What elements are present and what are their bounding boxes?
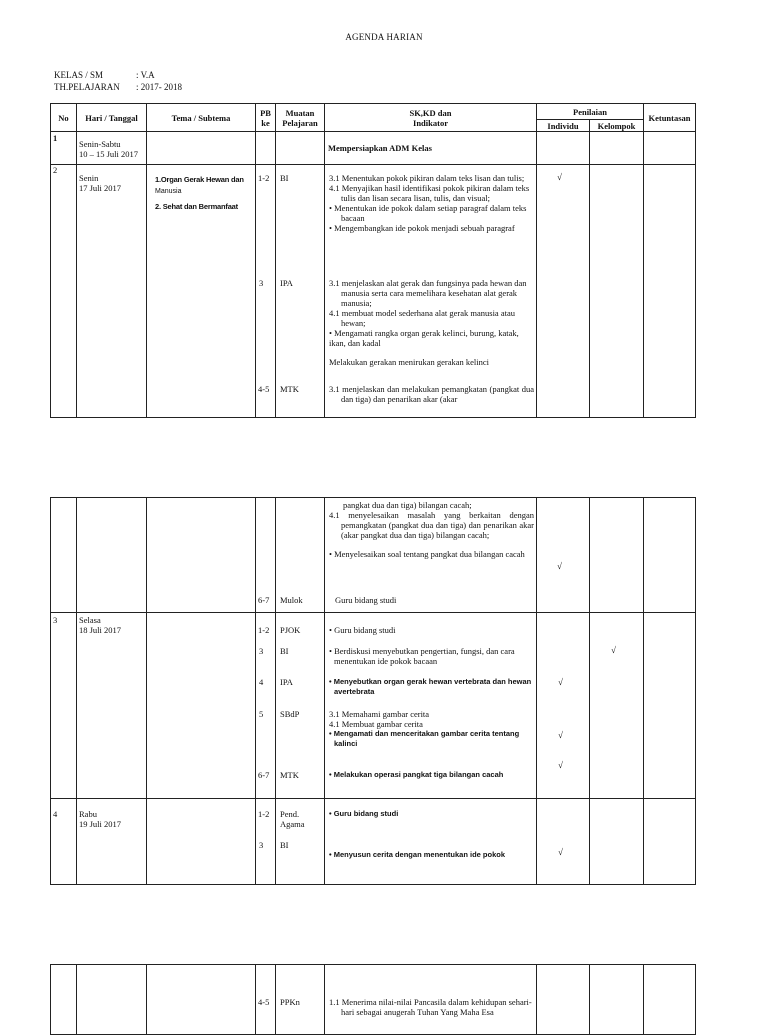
muatan-line: Agama [280, 819, 305, 829]
header-no: No [51, 104, 77, 132]
pb-value: 3 [259, 278, 264, 288]
sk-item: • Menyebutkan organ gerak hewan vertebrata dan hewan avertebrata [329, 677, 532, 696]
check-mark: √ [611, 645, 616, 655]
row-ketuntasan [644, 132, 696, 165]
agenda-table-2 [50, 497, 696, 885]
check-mark: √ [558, 847, 563, 857]
sk-item: pangkat dua dan tiga) bilangan cacah; [343, 500, 472, 510]
row-tema [147, 165, 256, 418]
header-muatan: Muatan [285, 107, 315, 118]
row-hari [77, 132, 147, 165]
sk-block-sbdp [329, 709, 534, 749]
muatan-value: BI [280, 173, 289, 183]
sk-item: 4.1 Membuat gambar cerita [329, 719, 423, 729]
pb-value: 4-5 [258, 997, 270, 1007]
row-hari-text [79, 173, 147, 193]
row-individu [537, 132, 590, 165]
row-hari-day: Selasa [79, 615, 101, 625]
row-tema [147, 799, 256, 885]
table-row [51, 613, 696, 799]
muatan-value: MTK [280, 770, 299, 780]
check-mark: √ [558, 760, 563, 770]
kelas-value: : V.A [136, 70, 155, 80]
header-pb: PB [260, 107, 271, 118]
tahun-pelajaran-label: TH.PELAJARAN [54, 82, 120, 92]
sk-item: • Mengamati rangka organ gerak kelinci, burung, katak, ikan, dan kadal [329, 328, 519, 348]
row-individu [537, 613, 590, 799]
table-row [51, 799, 696, 885]
row-pb [256, 965, 276, 1035]
sk-item: • Berdiskusi menyebutkan pengertian, fungsi, dan cara menentukan ide pokok bacaan [329, 646, 515, 666]
row-kelompok [590, 613, 644, 799]
muatan-line: Pend. [280, 809, 300, 819]
agenda-table-3 [50, 964, 696, 1035]
table-row [51, 165, 696, 418]
row-hari-day: Rabu [79, 809, 97, 819]
muatan-value: PJOK [280, 625, 301, 635]
muatan-value: IPA [280, 677, 293, 687]
row-ketuntasan [644, 498, 696, 613]
header-pb-ke [256, 104, 276, 132]
table-row [51, 965, 696, 1035]
row-kelompok [590, 799, 644, 885]
muatan-value: IPA [280, 278, 293, 288]
sk-item: Melakukan gerakan menirukan gerakan kelinci [329, 357, 490, 367]
row-no [51, 965, 77, 1035]
sk-item: 4.1 menyelesaikan masalah yang berkaitan dengan pemangkatan (pangkat dua dan tiga) dan penarikan akar (akar pangkat dua dan tiga) bilangan cacah; [329, 510, 534, 540]
check-mark: √ [558, 677, 563, 687]
pb-value: 1-2 [258, 809, 270, 819]
row-no-text: 1 [53, 133, 58, 143]
row-kelompok [590, 965, 644, 1035]
row-sk [325, 132, 537, 165]
muatan-value: MTK [280, 384, 299, 394]
check-mark: √ [558, 730, 563, 740]
muatan-value: BI [280, 646, 289, 656]
pb-value: 3 [259, 840, 264, 850]
row-pb [256, 799, 276, 885]
row-ketuntasan [644, 965, 696, 1035]
agenda-table-1 [50, 103, 696, 418]
sk-item: • Menyelesaikan soal tentang pangkat dua bilangan cacah [329, 549, 525, 559]
muatan-value: BI [280, 840, 289, 850]
sk-item: 3.1 menjelaskan dan melakukan pemangkatan (pangkat dua dan tiga) dan penarikan akar (akar [329, 384, 534, 404]
sk-block-mtk [329, 384, 534, 404]
row-individu [537, 799, 590, 885]
row-hari-day: Senin [79, 173, 99, 183]
sk-item: • Mengamati dan menceritakan gambar cerita tentang kalinci [329, 729, 520, 748]
row-individu [537, 498, 590, 613]
table-row [51, 132, 696, 165]
row-muatan [276, 165, 325, 418]
row-hari-text [79, 615, 147, 635]
sk-block-mtk-cont [329, 500, 534, 559]
row-no [51, 799, 77, 885]
row-hari-day: Senin-Sabtu [79, 139, 121, 149]
page-title: AGENDA HARIAN [345, 32, 423, 42]
sk-item: 1.1 Menerima nilai-nilai Pancasila dalam kehidupan sehari-hari sebagai anugerah Tuhan Yang Maha Esa [329, 997, 532, 1017]
row-no-text: 4 [53, 809, 58, 819]
pb-value: 1-2 [258, 625, 270, 635]
kelas-line [54, 70, 155, 80]
row-hari [77, 165, 147, 418]
pb-value: 5 [259, 709, 264, 719]
row-no [51, 613, 77, 799]
tema-1-line-1: 1.Organ Gerak Hewan dan [155, 175, 244, 184]
row-kelompok [590, 498, 644, 613]
row-pb [256, 165, 276, 418]
row-ketuntasan [644, 799, 696, 885]
tema-1-line-2: Manusia [155, 188, 182, 195]
row-hari-date: 10 – 15 Juli 2017 [79, 149, 139, 159]
row-hari [77, 613, 147, 799]
tahun-pelajaran-line [54, 82, 182, 92]
header-indikator: Indikator [413, 117, 448, 128]
sk-item: • Mengembangkan ide pokok menjadi sebuah paragraf [329, 223, 515, 233]
sk-item: 4.1 Menyajikan hasil identifikasi pokok pikiran dalam teks tulis dan lisan secara lisan, tulis, dan visual; [329, 183, 530, 203]
sk-item: 3.1 Menentukan pokok pikiran dalam teks lisan dan tulis; [329, 173, 525, 183]
sk-item: 4.1 membuat model sederhana alat gerak manusia atau hewan; [329, 308, 515, 328]
pb-value: 3 [259, 646, 264, 656]
row-muatan [276, 613, 325, 799]
pb-value: 1-2 [258, 173, 270, 183]
header-sk-kd: SK,KD dan [409, 107, 452, 118]
row-ketuntasan [644, 165, 696, 418]
tema-2: 2. Sehat dan Bermanfaat [155, 202, 238, 211]
muatan-value: Mulok [280, 595, 303, 605]
row-sk [325, 799, 537, 885]
header-kelompok: Kelompok [590, 120, 644, 132]
header-muatan-pelajaran [276, 104, 325, 132]
header-ke: ke [261, 117, 270, 128]
header-pelajaran: Pelajaran [282, 117, 318, 128]
row-sk [325, 965, 537, 1035]
row-no [51, 498, 77, 613]
row-tema [147, 132, 256, 165]
row-tema [147, 965, 256, 1035]
header-individu: Individu [537, 120, 590, 132]
pb-value: 4 [259, 677, 264, 687]
row-hari-date: 19 Juli 2017 [79, 819, 122, 829]
row-sk [325, 165, 537, 418]
pb-value: 6-7 [258, 770, 270, 780]
check-mark: √ [557, 561, 562, 571]
muatan-value [280, 809, 305, 829]
check-mark: √ [557, 172, 562, 182]
sk-mulok: Guru bidang studi [335, 595, 397, 605]
header-penilaian: Penilaian [537, 104, 644, 120]
row-hari-date: 18 Juli 2017 [79, 625, 122, 635]
sk-item: • Melakukan operasi pangkat tiga bilangan cacah [329, 770, 504, 779]
sk-item: • Guru bidang studi [329, 625, 396, 635]
row-hari-date: 17 Juli 2017 [79, 183, 122, 193]
row-pb [256, 132, 276, 165]
row-hari [77, 498, 147, 613]
row-ketuntasan [644, 613, 696, 799]
row-no [51, 165, 77, 418]
row-pb [256, 613, 276, 799]
header-ketuntasan: Ketuntasan [644, 104, 696, 132]
row-individu [537, 165, 590, 418]
sk-item: • Menyusun cerita dengan menentukan ide pokok [329, 850, 505, 859]
row-sk-text: Mempersiapkan ADM Kelas [328, 143, 432, 153]
header-hari-tanggal: Hari / Tanggal [77, 104, 147, 132]
pb-value: 6-7 [258, 595, 270, 605]
row-muatan [276, 965, 325, 1035]
tahun-pelajaran-value: : 2017- 2018 [136, 82, 182, 92]
row-no-text: 2 [53, 165, 58, 175]
row-kelompok [590, 165, 644, 418]
row-no [51, 132, 77, 165]
sk-item: • Menentukan ide pokok dalam setiap paragraf dalam teks bacaan [329, 203, 527, 223]
row-no-text: 3 [53, 615, 58, 625]
row-tema [147, 498, 256, 613]
row-muatan [276, 799, 325, 885]
row-hari [77, 965, 147, 1035]
row-kelompok [590, 132, 644, 165]
row-tema [147, 613, 256, 799]
row-sk [325, 613, 537, 799]
row-pb [256, 498, 276, 613]
row-hari-text [79, 139, 147, 159]
row-sk [325, 498, 537, 613]
row-muatan [276, 132, 325, 165]
header-sk-kd-indikator [325, 104, 537, 132]
sk-item: • Guru bidang studi [329, 809, 399, 818]
pb-value: 4-5 [258, 384, 270, 394]
sk-block-ipa [329, 278, 534, 367]
sk-item: 3.1 menjelaskan alat gerak dan fungsinya pada hewan dan manusia serta cara memelihara kesehatan alat gerak manusia; [329, 278, 527, 308]
row-hari [77, 799, 147, 885]
sk-item: 3.1 Memahami gambar cerita [329, 709, 430, 719]
row-muatan [276, 498, 325, 613]
sk-block-bi [329, 173, 534, 233]
muatan-value: SBdP [280, 709, 300, 719]
header-tema-subtema: Tema / Subtema [147, 104, 256, 132]
table-row [51, 498, 696, 613]
row-individu [537, 965, 590, 1035]
muatan-value: PPKn [280, 997, 300, 1007]
row-hari-text [79, 809, 147, 829]
kelas-label: KELAS / SM [54, 70, 104, 80]
